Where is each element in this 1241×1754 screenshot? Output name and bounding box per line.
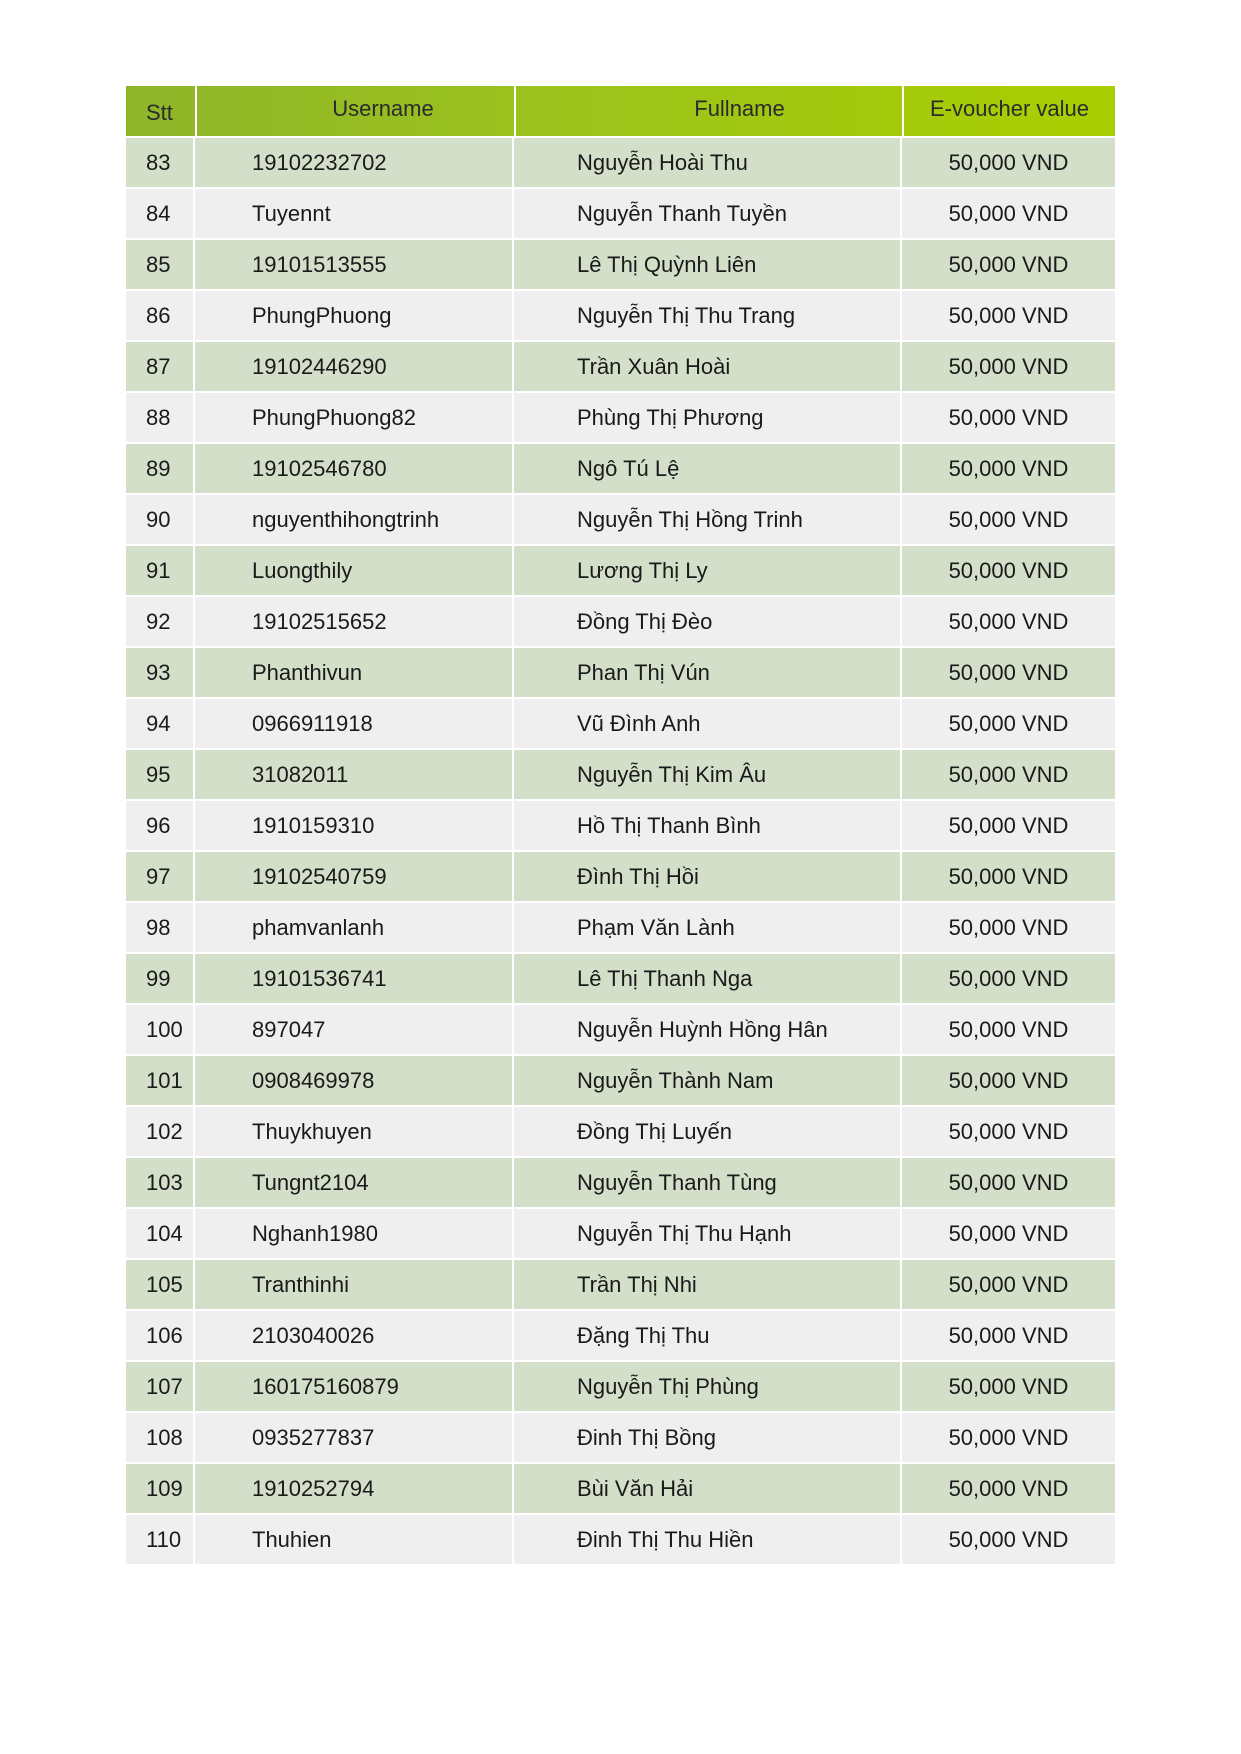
row-fullname: Ngô Tú Lệ <box>514 444 900 493</box>
row-voucher-value: 50,000 VND <box>902 648 1115 697</box>
table-row <box>126 1209 1115 1258</box>
row-voucher-value: 50,000 VND <box>902 1005 1115 1054</box>
row-username: 2103040026 <box>195 1311 512 1360</box>
row-username: 0935277837 <box>195 1413 512 1462</box>
table-row <box>126 1413 1115 1462</box>
row-stt: 107 <box>126 1362 193 1411</box>
row-fullname: Nguyễn Thị Thu Hạnh <box>514 1209 900 1258</box>
voucher-table <box>126 86 1115 1566</box>
row-username: Tuyennt <box>195 189 512 238</box>
table-header-row <box>126 86 1115 136</box>
header-stt: Stt <box>146 100 173 125</box>
row-stt: 84 <box>126 189 193 238</box>
row-username: PhungPhuong82 <box>195 393 512 442</box>
row-fullname: Nguyễn Huỳnh Hồng Hân <box>514 1005 900 1054</box>
table-row <box>126 240 1115 289</box>
row-username: 19102446290 <box>195 342 512 391</box>
row-username: PhungPhuong <box>195 291 512 340</box>
row-stt: 97 <box>126 852 193 901</box>
row-fullname: Đinh Thị Thu Hiền <box>514 1515 900 1564</box>
table-row <box>126 291 1115 340</box>
row-voucher-value: 50,000 VND <box>902 495 1115 544</box>
row-username: nguyenthihongtrinh <box>195 495 512 544</box>
table-row <box>126 801 1115 850</box>
table-row <box>126 597 1115 646</box>
row-username: Nghanh1980 <box>195 1209 512 1258</box>
row-username: 19102232702 <box>195 138 512 187</box>
row-stt: 87 <box>126 342 193 391</box>
row-username: Thuykhuyen <box>195 1107 512 1156</box>
row-stt: 99 <box>126 954 193 1003</box>
row-voucher-value: 50,000 VND <box>902 1260 1115 1309</box>
header-username: Username <box>195 86 512 136</box>
row-fullname: Nguyễn Thị Phùng <box>514 1362 900 1411</box>
row-stt: 83 <box>126 138 193 187</box>
row-stt: 105 <box>126 1260 193 1309</box>
row-username: 160175160879 <box>195 1362 512 1411</box>
row-voucher-value: 50,000 VND <box>902 138 1115 187</box>
row-fullname: Lê Thị Quỳnh Liên <box>514 240 900 289</box>
row-username: 0908469978 <box>195 1056 512 1105</box>
row-voucher-value: 50,000 VND <box>902 1209 1115 1258</box>
row-voucher-value: 50,000 VND <box>902 1515 1115 1564</box>
row-username: phamvanlanh <box>195 903 512 952</box>
row-fullname: Vũ Đình Anh <box>514 699 900 748</box>
row-voucher-value: 50,000 VND <box>902 750 1115 799</box>
row-fullname: Phan Thị Vún <box>514 648 900 697</box>
row-voucher-value: 50,000 VND <box>902 1158 1115 1207</box>
row-username: Tungnt2104 <box>195 1158 512 1207</box>
row-fullname: Nguyễn Thanh Tuyền <box>514 189 900 238</box>
row-fullname: Trần Thị Nhi <box>514 1260 900 1309</box>
table-row <box>126 1362 1115 1411</box>
table-row <box>126 954 1115 1003</box>
row-username: Phanthivun <box>195 648 512 697</box>
row-stt: 104 <box>126 1209 193 1258</box>
row-stt: 108 <box>126 1413 193 1462</box>
row-fullname: Đồng Thị Luyến <box>514 1107 900 1156</box>
row-username: 897047 <box>195 1005 512 1054</box>
table-body <box>126 138 1115 1564</box>
row-stt: 90 <box>126 495 193 544</box>
row-username: 19101513555 <box>195 240 512 289</box>
row-voucher-value: 50,000 VND <box>902 393 1115 442</box>
header-voucher-value: E-voucher value <box>902 86 1115 136</box>
row-stt: 88 <box>126 393 193 442</box>
row-voucher-value: 50,000 VND <box>902 1413 1115 1462</box>
row-username: 1910252794 <box>195 1464 512 1513</box>
row-username: Luongthily <box>195 546 512 595</box>
row-voucher-value: 50,000 VND <box>902 1362 1115 1411</box>
row-stt: 103 <box>126 1158 193 1207</box>
row-fullname: Lê Thị Thanh Nga <box>514 954 900 1003</box>
row-stt: 85 <box>126 240 193 289</box>
row-voucher-value: 50,000 VND <box>902 291 1115 340</box>
table-row <box>126 1056 1115 1105</box>
row-stt: 89 <box>126 444 193 493</box>
row-stt: 93 <box>126 648 193 697</box>
row-stt: 92 <box>126 597 193 646</box>
row-voucher-value: 50,000 VND <box>902 342 1115 391</box>
table-row <box>126 1005 1115 1054</box>
row-fullname: Nguyễn Thành Nam <box>514 1056 900 1105</box>
table-row <box>126 699 1115 748</box>
row-fullname: Nguyễn Hoài Thu <box>514 138 900 187</box>
row-username: 19102546780 <box>195 444 512 493</box>
row-stt: 101 <box>126 1056 193 1105</box>
row-fullname: Nguyễn Thị Thu Trang <box>514 291 900 340</box>
row-fullname: Lương Thị Ly <box>514 546 900 595</box>
table-row <box>126 189 1115 238</box>
row-voucher-value: 50,000 VND <box>902 954 1115 1003</box>
row-username: 31082011 <box>195 750 512 799</box>
row-fullname: Đặng Thị Thu <box>514 1311 900 1360</box>
table-row <box>126 1158 1115 1207</box>
row-stt: 106 <box>126 1311 193 1360</box>
row-stt: 98 <box>126 903 193 952</box>
row-username: Thuhien <box>195 1515 512 1564</box>
table-row <box>126 852 1115 901</box>
row-fullname: Đồng Thị Đèo <box>514 597 900 646</box>
row-fullname: Nguyễn Thanh Tùng <box>514 1158 900 1207</box>
table-row <box>126 342 1115 391</box>
row-fullname: Bùi Văn Hải <box>514 1464 900 1513</box>
row-voucher-value: 50,000 VND <box>902 852 1115 901</box>
row-stt: 95 <box>126 750 193 799</box>
row-username: 19102540759 <box>195 852 512 901</box>
row-fullname: Đinh Thị Bồng <box>514 1413 900 1462</box>
row-fullname: Nguyễn Thị Hồng Trinh <box>514 495 900 544</box>
row-fullname: Hồ Thị Thanh Bình <box>514 801 900 850</box>
row-username: 19101536741 <box>195 954 512 1003</box>
row-fullname: Phạm Văn Lành <box>514 903 900 952</box>
table-row <box>126 495 1115 544</box>
row-stt: 86 <box>126 291 193 340</box>
table-row <box>126 393 1115 442</box>
table-row <box>126 1107 1115 1156</box>
row-voucher-value: 50,000 VND <box>902 189 1115 238</box>
row-voucher-value: 50,000 VND <box>902 444 1115 493</box>
row-stt: 102 <box>126 1107 193 1156</box>
row-fullname: Đình Thị Hồi <box>514 852 900 901</box>
row-voucher-value: 50,000 VND <box>902 903 1115 952</box>
row-stt: 94 <box>126 699 193 748</box>
row-voucher-value: 50,000 VND <box>902 240 1115 289</box>
row-voucher-value: 50,000 VND <box>902 801 1115 850</box>
row-username: 19102515652 <box>195 597 512 646</box>
table-row <box>126 1464 1115 1513</box>
table-row <box>126 903 1115 952</box>
header-fullname: Fullname <box>514 86 900 136</box>
row-fullname: Nguyễn Thị Kim Âu <box>514 750 900 799</box>
table-row <box>126 648 1115 697</box>
row-voucher-value: 50,000 VND <box>902 597 1115 646</box>
row-username: 1910159310 <box>195 801 512 850</box>
row-stt: 96 <box>126 801 193 850</box>
row-stt: 91 <box>126 546 193 595</box>
table-row <box>126 1260 1115 1309</box>
row-username: 0966911918 <box>195 699 512 748</box>
table-row <box>126 444 1115 493</box>
row-stt: 110 <box>126 1515 193 1564</box>
row-stt: 100 <box>126 1005 193 1054</box>
row-fullname: Phùng Thị Phương <box>514 393 900 442</box>
table-row <box>126 750 1115 799</box>
row-username: Tranthinhi <box>195 1260 512 1309</box>
table-row <box>126 138 1115 187</box>
row-voucher-value: 50,000 VND <box>902 1464 1115 1513</box>
row-stt: 109 <box>126 1464 193 1513</box>
row-voucher-value: 50,000 VND <box>902 1056 1115 1105</box>
table-row <box>126 1515 1115 1564</box>
row-voucher-value: 50,000 VND <box>902 1311 1115 1360</box>
row-voucher-value: 50,000 VND <box>902 1107 1115 1156</box>
table-row <box>126 1311 1115 1360</box>
row-voucher-value: 50,000 VND <box>902 546 1115 595</box>
table-row <box>126 546 1115 595</box>
row-fullname: Trần Xuân Hoài <box>514 342 900 391</box>
row-voucher-value: 50,000 VND <box>902 699 1115 748</box>
